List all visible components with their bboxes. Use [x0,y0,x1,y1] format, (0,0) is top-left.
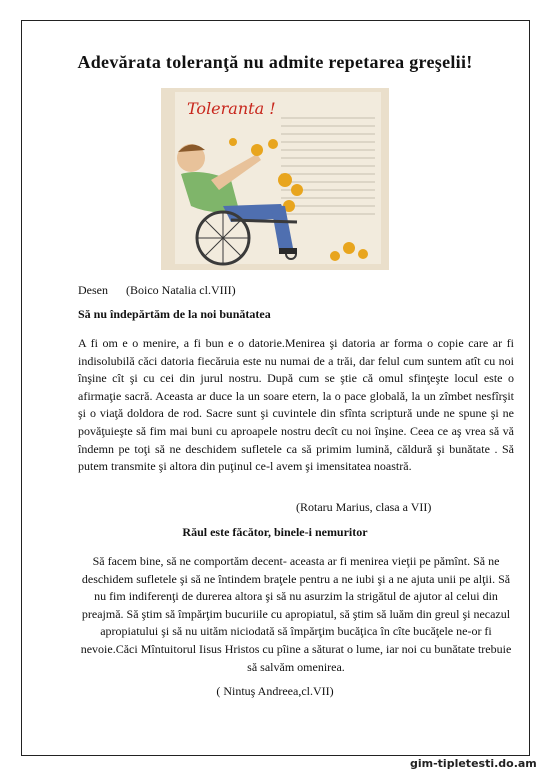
section2-heading: Răul este făcător, binele-i nemuritor [182,525,368,539]
section1-paragraph: A fi om e o menire, a fi bun e o datorie.Menirea şi datoria ar forma o copie care ar fi indisolubilă căci datoria fiecăruia este nu numai de a trăi, dar felul cum suntem atît cu noi înşine cît şi cu cei din jurul nostru. După cum se ştie că omul sfinţeşte locul este o afirmaţie sacră. Aceasta ar duce la un soare etern, la o pace globală, la un zîmbet nesfîrşit şi o viaţă doldora de rod. Sacre sunt şi cuvintele din sfînta scriptură unde ne spune şi ne povăţuieşte să fim mai buni cu aproapele nostru decît cu noi înşine. Ceea ce aş vrea să vă îndemn pe toţi să ne deschidem sufletele ca să primim lumină, căldură şi bunătate . Să putem transmite şi altora din puţinul ce-l avem şi imensitatea noastră. [78,336,514,474]
section2-signature: ( Nintuş Andreea,cl.VII) [216,684,334,698]
drawing-title-text: Toleranta ! [187,99,276,118]
site-watermark: gim-tipletesti.do.am [410,757,537,770]
caption-author: (Boico Natalia cl.VIII) [126,283,236,297]
student-drawing [161,88,389,270]
section1-signature: (Rotaru Marius, clasa a VII) [296,500,432,514]
section1-heading: Să nu îndepărtăm de la noi bunătatea [78,307,271,321]
section2-paragraph: Să facem bine, să ne comportăm decent- aceasta ar fi menirea vieţii pe pămînt. Să ne deschidem sufletele şi să ne întindem braţele pentru a ne iubi şi a ne ajuta unii pe alţii. Să nu fim indiferenţi de durerea altora şi să nu asurzim la strigătul de ajutor al celui din preajmă. Să ştim să împărţim bucuriile cu apropiatul, să ştim să luăm din greul şi necazul apropiatului şi să nu uităm niciodată să împărţim bucăţica în cîte bucăţele ne-or fi nevoie.Căci Mîntuitorul Iisus Hristos cu pîine a săturat o lume, iar noi cu bunătate trebuie să salvăm omenirea. [80,554,512,674]
page-title: Adevărata toleranţă nu admite repetarea greşelii! [77,52,473,72]
wheelchair-frame [231,220,297,222]
caption-label: Desen [78,283,108,297]
drawing-caption [78,283,236,298]
